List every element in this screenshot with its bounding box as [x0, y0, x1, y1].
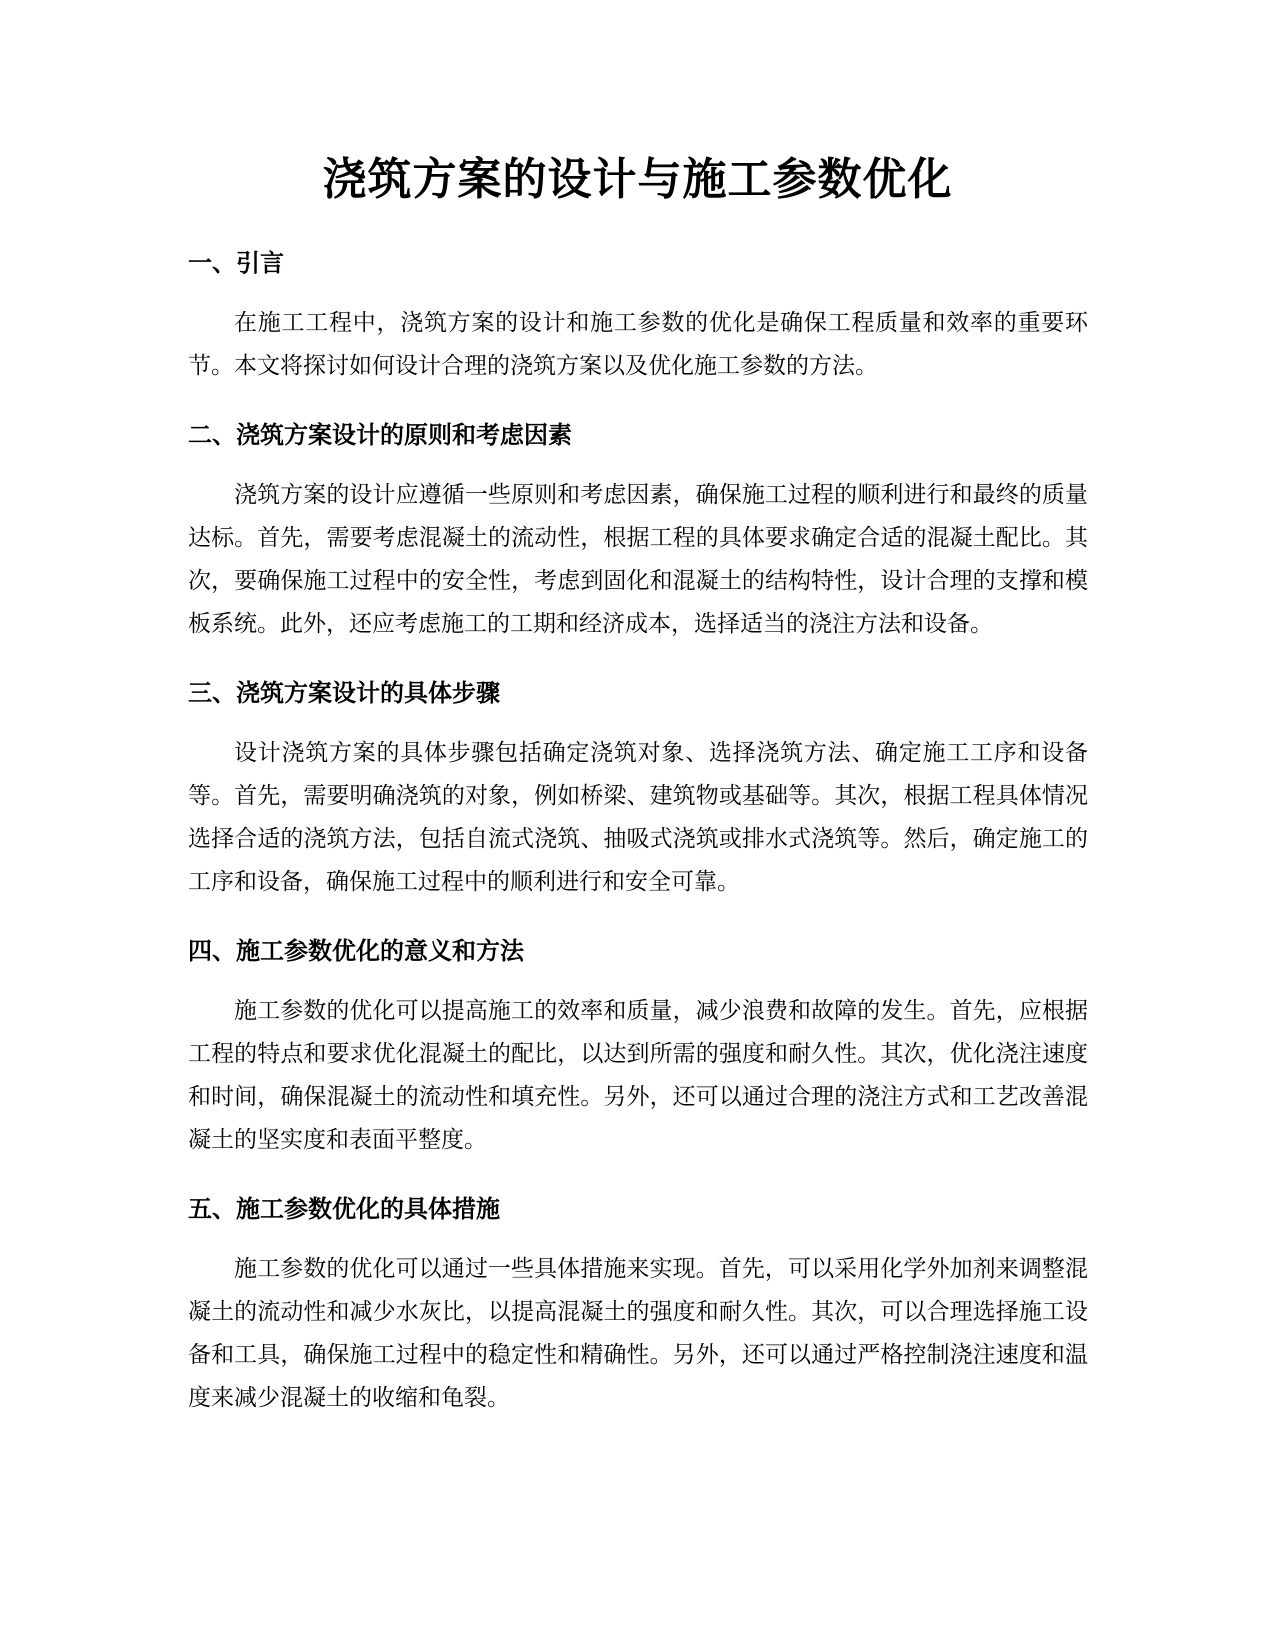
section-introduction: [188, 246, 1088, 388]
section-optimization-measures: [188, 1192, 1088, 1420]
section-heading: 五、施工参数优化的具体措施: [188, 1195, 500, 1223]
section-paragraph: 浇筑方案的设计应遵循一些原则和考虑因素，确保施工过程的顺利进行和最终的质量达标。首先，需要考虑混凝土的流动性，根据工程的具体要求确定合适的混凝土配比。其次，要确保施工过程中的安全性，考虑到固化和混凝土的结构特性，设计合理的支撑和模板系统。此外，还应考虑施工的工期和经济成本，选择适当的浇注方法和设备。: [188, 482, 1088, 637]
section-paragraph: 施工参数的优化可以提高施工的效率和质量，减少浪费和故障的发生。首先，应根据工程的特点和要求优化混凝土的配比，以达到所需的强度和耐久性。其次，优化浇注速度和时间，确保混凝土的流动性和填充性。另外，还可以通过合理的浇注方式和工艺改善混凝土的坚实度和表面平整度。: [188, 998, 1088, 1153]
section-heading: 一、引言: [188, 249, 284, 277]
section-heading: 四、施工参数优化的意义和方法: [188, 937, 524, 965]
section-heading: 三、浇筑方案设计的具体步骤: [188, 679, 500, 707]
section-optimization-meaning: [188, 934, 1088, 1162]
section-design-steps: [188, 676, 1088, 904]
section-design-principles: [188, 418, 1088, 646]
document-title: 浇筑方案的设计与施工参数优化: [322, 154, 953, 205]
document-content: [188, 246, 1088, 1450]
section-paragraph: 设计浇筑方案的具体步骤包括确定浇筑对象、选择浇筑方法、确定施工工序和设备等。首先，需要明确浇筑的对象，例如桥梁、建筑物或基础等。其次，根据工程具体情况选择合适的浇筑方法，包括自流式浇筑、抽吸式浇筑或排水式浇筑等。然后，确定施工的工序和设备，确保施工过程中的顺利进行和安全可靠。: [188, 740, 1088, 895]
section-paragraph: 施工参数的优化可以通过一些具体措施来实现。首先，可以采用化学外加剂来调整混凝土的流动性和减少水灰比，以提高混凝土的强度和耐久性。其次，可以合理选择施工设备和工具，确保施工过程中的稳定性和精确性。另外，还可以通过严格控制浇注速度和温度来减少混凝土的收缩和龟裂。: [188, 1256, 1088, 1411]
section-heading: 二、浇筑方案设计的原则和考虑因素: [188, 421, 572, 449]
section-paragraph: 在施工工程中，浇筑方案的设计和施工参数的优化是确保工程质量和效率的重要环节。本文将探讨如何设计合理的浇筑方案以及优化施工参数的方法。: [188, 310, 1088, 379]
